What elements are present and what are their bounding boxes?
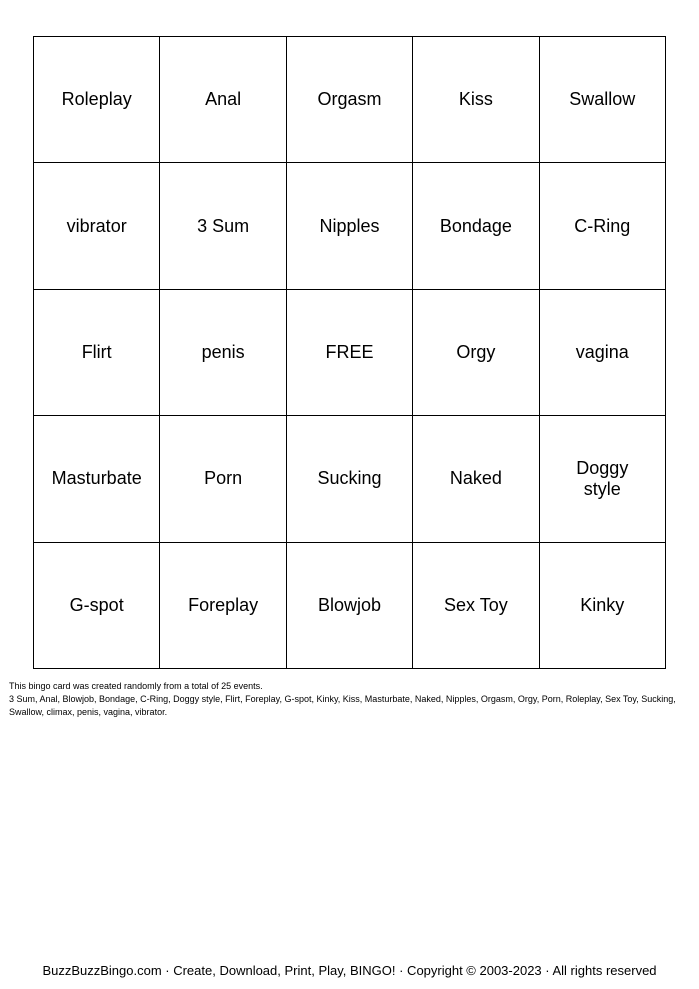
- bingo-cell: [540, 290, 666, 416]
- bingo-cell-label: Flirt: [81, 341, 112, 362]
- bingo-cell: [287, 37, 413, 163]
- bingo-cell: [287, 543, 413, 669]
- bingo-cell: [413, 416, 539, 542]
- bingo-cell-label: Naked: [449, 468, 502, 489]
- bingo-cell: [540, 37, 666, 163]
- bingo-cell-label: 3 Sum: [197, 215, 250, 236]
- page-footer: BuzzBuzzBingo.com · Create, Download, Print, Play, BINGO! · Copyright © 2003-2023 · All rights reserved: [42, 963, 657, 978]
- bingo-cell-label: Masturbate: [51, 468, 142, 489]
- bingo-cell-label: Swallow: [569, 89, 636, 110]
- bingo-cell-label: Roleplay: [61, 89, 132, 110]
- bingo-cell: [160, 163, 286, 289]
- bingo-cell: [540, 543, 666, 669]
- card-note: [9, 680, 679, 719]
- bingo-cell: [34, 163, 160, 289]
- bingo-cell-label: FREE: [325, 341, 374, 362]
- bingo-cell-label: Bondage: [439, 215, 512, 236]
- bingo-cell-label: Kiss: [458, 89, 493, 110]
- bingo-cell-label: Sucking: [317, 468, 382, 489]
- bingo-cell: [160, 543, 286, 669]
- bingo-cell: [540, 163, 666, 289]
- bingo-card: [33, 36, 666, 669]
- bingo-cell: [34, 543, 160, 669]
- bingo-cell-label: Nipples: [319, 215, 380, 236]
- bingo-cell: [34, 290, 160, 416]
- bingo-cell: [413, 163, 539, 289]
- bingo-cell: [287, 416, 413, 542]
- bingo-cell: [34, 37, 160, 163]
- bingo-cell-label: C-Ring: [574, 215, 631, 236]
- bingo-cell: [160, 290, 286, 416]
- bingo-cell-label: Kinky: [580, 594, 625, 615]
- card-note-summary: This bingo card was created randomly from a total of 25 events.: [9, 681, 263, 691]
- bingo-free-cell: [287, 290, 413, 416]
- bingo-cell-label: Orgasm: [317, 89, 382, 110]
- bingo-cell: [160, 416, 286, 542]
- bingo-cell: [413, 37, 539, 163]
- bingo-cell-label: Orgy: [456, 341, 496, 362]
- bingo-cell-label: Doggy style: [576, 457, 629, 499]
- bingo-cell: [540, 416, 666, 542]
- bingo-cell: [34, 416, 160, 542]
- bingo-cell: [287, 163, 413, 289]
- bingo-cell: [413, 290, 539, 416]
- bingo-cell: [413, 543, 539, 669]
- bingo-cell-label: G-spot: [69, 594, 124, 615]
- bingo-cell-label: Sex Toy: [444, 594, 508, 615]
- bingo-cell-label: vagina: [575, 341, 629, 362]
- bingo-cell-label: Blowjob: [317, 594, 382, 615]
- bingo-cell-label: vibrator: [66, 215, 127, 236]
- bingo-cell-label: Porn: [204, 468, 243, 489]
- bingo-cell-label: penis: [201, 341, 245, 362]
- bingo-cell-label: Foreplay: [188, 594, 259, 615]
- bingo-cell: [160, 37, 286, 163]
- card-note-event-list: 3 Sum, Anal, Blowjob, Bondage, C-Ring, Doggy style, Flirt, Foreplay, G-spot, Kinky, Kiss, Masturbate, Naked, Nipples, Orgasm, Orgy, Porn, Roleplay, Sex Toy, Sucking, Swallow, climax, penis, vagina, vibrator.: [9, 694, 676, 717]
- bingo-cell-label: Anal: [205, 89, 242, 110]
